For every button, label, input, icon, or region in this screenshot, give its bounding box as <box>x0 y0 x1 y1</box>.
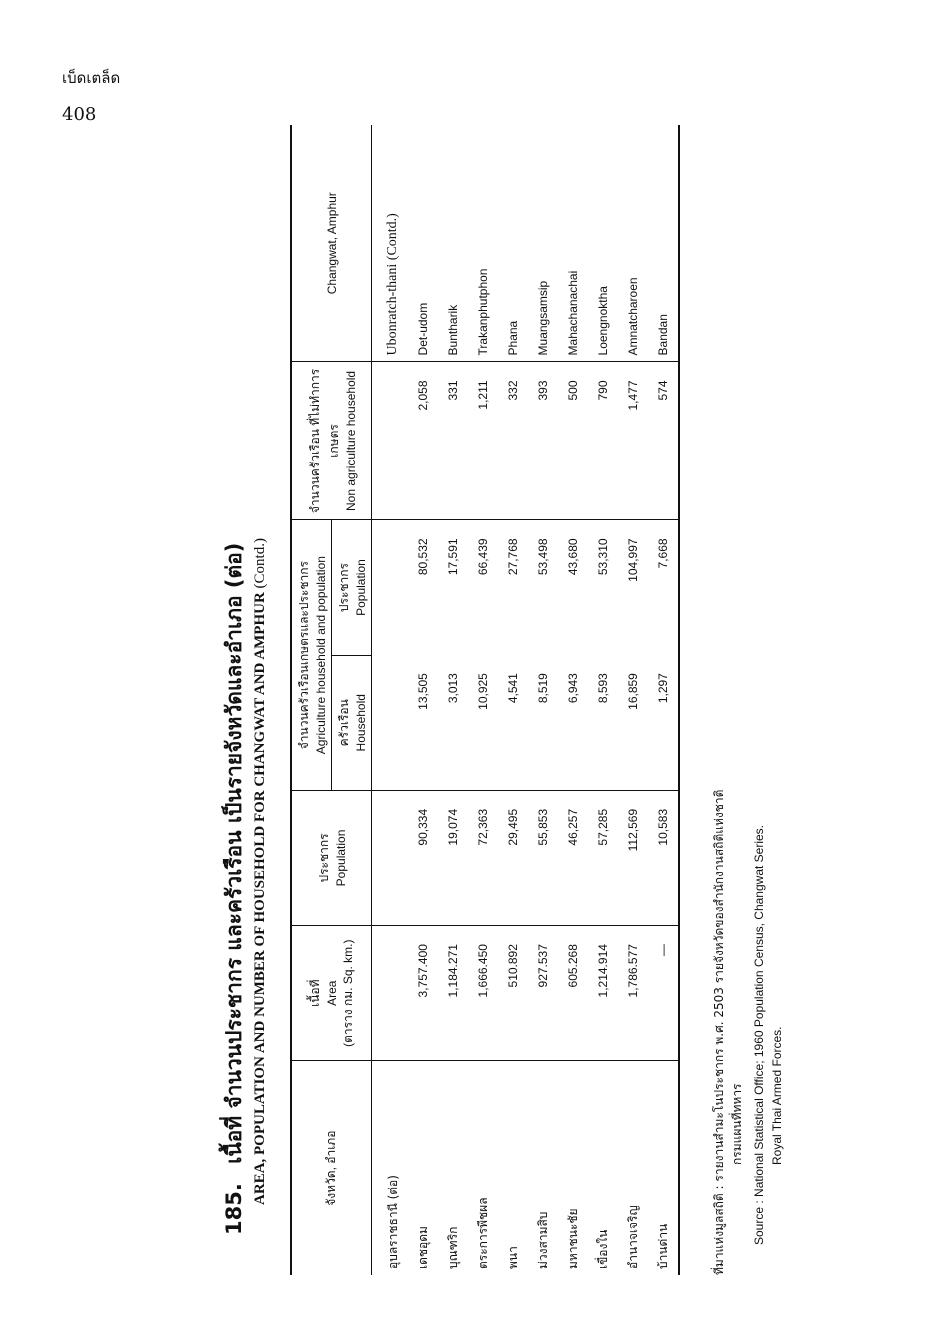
cell-nonagri-household: 500 <box>558 362 588 520</box>
cell-area: 1,786.577 <box>618 926 648 1061</box>
cell-agri-population: 53,310 <box>596 538 610 576</box>
table-row <box>408 125 438 1275</box>
header-province-thai: จังหวัด, อำเภอ <box>324 1130 338 1206</box>
cell-agri-population: 104,997 <box>626 538 640 582</box>
title-thai-text: เนื้อที่ จำนวนประชากร และครัวเรือน เป็นรายจังหวัดและอำเภอ (ต่อ) <box>222 542 246 1164</box>
header-agri-household-thai: ครัวเรือน <box>337 699 351 747</box>
cell-nonagri-household: 1,211 <box>468 362 498 520</box>
table-row <box>588 125 618 1275</box>
table-row <box>498 125 528 1275</box>
cell-agri-household: 4,541 <box>498 655 528 790</box>
table-title-block <box>200 115 290 1275</box>
cell-agri-population: 66,439 <box>476 538 490 576</box>
header-agri-group-thai: จำนวนครัวเรือนเกษตรและประชากร <box>297 561 311 750</box>
cell-amphur-thai: บุณฑริก <box>445 1226 460 1269</box>
title-english <box>252 538 269 1205</box>
header-area-thai: เนื้อที่ <box>307 979 322 1007</box>
col-nonagri <box>291 362 372 520</box>
title-english-text: AREA, POPULATION AND NUMBER OF HOUSEHOLD FOR CHANGWAT AND AMPHUR <box>252 592 268 1205</box>
cell-population: 112,569 <box>618 790 648 925</box>
cell-agri-population: 17,591 <box>446 538 460 576</box>
table-number: 185. <box>222 1183 246 1235</box>
cell-nonagri-household: 1,477 <box>618 362 648 520</box>
header-changwat-en: Changwat, Amphur <box>324 192 339 295</box>
cell-agri-household: 3,013 <box>438 655 468 790</box>
statistics-table-wrap <box>290 115 700 1275</box>
cell-amphur-thai: ตระการพืชผล <box>475 1197 490 1269</box>
cell-agri-household: 16,859 <box>618 655 648 790</box>
cell-nonagri-household: 393 <box>528 362 558 520</box>
cell-amphur-english: Phana <box>498 125 528 362</box>
cell-amphur-english: Amnatcharoen <box>618 125 648 362</box>
cell-agri-household: 6,943 <box>558 655 588 790</box>
cell-area: 605.268 <box>558 926 588 1061</box>
cell-amphur-english: Buntharik <box>438 125 468 362</box>
cell-amphur-thai: เขื่องใน <box>595 1229 610 1269</box>
header-agri-population-thai: ประชากร <box>337 562 351 613</box>
cell-agri-household: 8,593 <box>588 655 618 790</box>
cell-agri-population: 27,768 <box>506 538 520 576</box>
cell-amphur-english: Det-udom <box>408 125 438 362</box>
cell-area: 1,666.450 <box>468 926 498 1061</box>
cell-population: 55,853 <box>528 790 558 925</box>
cell-population: 29,495 <box>498 790 528 925</box>
cell-population: 57,285 <box>588 790 618 925</box>
header-population-thai: ประชากร <box>317 833 331 883</box>
cell-population: 19,074 <box>438 790 468 925</box>
note-source-english: Source : National Statistical Office; 1960 Population Census, Changwat Series. <box>752 824 766 1245</box>
col-agri-population <box>332 520 372 655</box>
col-population <box>291 790 372 925</box>
col-agri-household <box>332 655 372 790</box>
table-row <box>558 125 588 1275</box>
cell-area: 927.537 <box>528 926 558 1061</box>
note-source-english-cont: Royal Thai Armed Forces. <box>770 1026 784 1165</box>
col-area <box>291 926 372 1061</box>
cell-nonagri-household: 331 <box>438 362 468 520</box>
cell-area: 510.892 <box>498 926 528 1061</box>
cell-amphur-english: Mahachanachai <box>558 125 588 362</box>
cell-population: 10,583 <box>648 790 679 925</box>
cell-agri-population: 7,668 <box>656 538 670 569</box>
cell-nonagri-household: 2,058 <box>408 362 438 520</box>
cell-amphur-thai: บ้านด่าน <box>655 1223 670 1269</box>
province-english: Ubonratch-thani (Contd.) <box>372 125 409 362</box>
col-changwat-en <box>291 125 372 362</box>
title-thai <box>218 543 251 1235</box>
table-row-province <box>372 125 409 1275</box>
cell-agri-population: 80,532 <box>416 538 430 576</box>
header-population-en: Population <box>334 829 348 887</box>
table-body <box>372 125 680 1275</box>
table-row <box>528 125 558 1275</box>
cell-nonagri-household: 574 <box>648 362 679 520</box>
table-row <box>648 125 679 1275</box>
header-area-en: Area <box>324 980 339 1006</box>
cell-area: 1,184.271 <box>438 926 468 1061</box>
cell-area: — <box>648 926 679 1061</box>
header-nonagri-thai: จำนวนครัวเรือน ที่ไม่ทำการเกษตร <box>307 368 341 514</box>
note-thai-source-cont: กรมแผนที่ทหาร <box>730 1083 744 1165</box>
cell-agri-household: 10,925 <box>468 655 498 790</box>
cell-population: 46,257 <box>558 790 588 925</box>
cell-amphur-thai: ม่วงสามสิบ <box>535 1211 550 1269</box>
cell-amphur-english: Loengnoktha <box>588 125 618 362</box>
cell-population: 72,363 <box>468 790 498 925</box>
cell-nonagri-household: 332 <box>498 362 528 520</box>
cell-population: 90,334 <box>408 790 438 925</box>
page-number: 408 <box>62 104 97 125</box>
running-header: เบ็ดเตล็ด <box>62 69 121 87</box>
cell-agri-population: 53,498 <box>536 538 550 576</box>
table-row <box>468 125 498 1275</box>
cell-amphur-thai: มหาชนะชัย <box>565 1208 580 1269</box>
cell-agri-population: 43,680 <box>566 538 580 576</box>
col-province-thai <box>291 1061 372 1275</box>
header-agri-group-en: Agriculture household and population <box>314 556 328 755</box>
cell-agri-household: 1,297 <box>648 655 679 790</box>
title-contd: (Contd.) <box>252 538 268 589</box>
table-row <box>618 125 648 1275</box>
cell-amphur-english: Bandan <box>648 125 679 362</box>
statistics-table <box>290 125 680 1275</box>
rotated-table-page <box>200 115 784 1275</box>
header-nonagri-en: Non agriculture household <box>343 370 358 511</box>
header-agri-household-en: Household <box>354 694 368 752</box>
header-agri-population-en: Population <box>354 559 368 616</box>
col-agri-group <box>291 520 332 790</box>
cell-amphur-thai: อำนาจเจริญ <box>625 1205 640 1269</box>
table-row <box>438 125 468 1275</box>
note-thai-source: ที่มาแห่งมูลสถิติ : รายงานสำมะโนประชากร พ.ศ. 2503 รายจังหวัดของสำนักงานสถิติแห่งชาติ <box>712 789 726 1275</box>
cell-amphur-english: Trakanphutphon <box>468 125 498 362</box>
cell-amphur-thai: พนา <box>505 1246 520 1269</box>
cell-area: 3,757.400 <box>408 926 438 1061</box>
cell-nonagri-household: 790 <box>588 362 618 520</box>
cell-area: 1,214.914 <box>588 926 618 1061</box>
cell-agri-household: 8,519 <box>528 655 558 790</box>
cell-amphur-thai: เดชอุดม <box>415 1226 430 1269</box>
cell-agri-household: 13,505 <box>408 655 438 790</box>
header-area-unit: (ตาราง กม. Sq. km.) <box>340 939 355 1047</box>
cell-amphur-english: Muangsamsip <box>528 125 558 362</box>
province-thai: อุบลราชธานี (ต่อ) <box>385 1175 400 1269</box>
